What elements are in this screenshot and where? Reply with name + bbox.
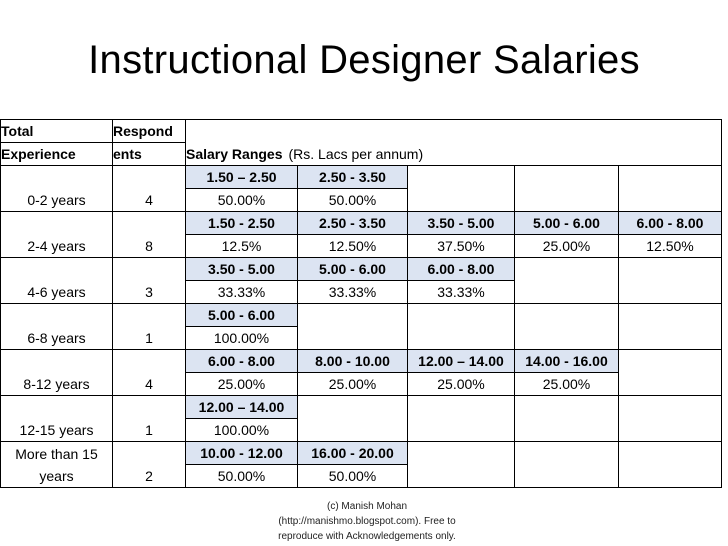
respondents-cell: 4 <box>113 350 186 396</box>
empty-cell <box>515 327 619 350</box>
empty-cell <box>619 442 722 465</box>
salary-range-cell: 2.50 - 3.50 <box>298 212 408 235</box>
empty-cell <box>515 419 619 442</box>
percent-cell: 50.00% <box>298 465 408 488</box>
empty-cell <box>408 189 515 212</box>
empty-cell <box>619 465 722 488</box>
salary-ranges-label: Salary Ranges <box>186 145 283 162</box>
experience-label-line-2: years <box>39 467 74 484</box>
respondents-cell: 2 <box>113 442 186 488</box>
experience-cell <box>1 442 113 488</box>
table-row <box>1 166 722 189</box>
salary-table <box>0 119 722 488</box>
salary-range-cell: 1.50 - 2.50 <box>186 212 298 235</box>
percent-cell: 25.00% <box>515 373 619 396</box>
empty-cell <box>515 396 619 419</box>
percent-cell: 25.00% <box>408 373 515 396</box>
empty-cell <box>408 327 515 350</box>
respondents-cell: 1 <box>113 396 186 442</box>
respondents-cell: 4 <box>113 166 186 212</box>
empty-cell <box>515 166 619 189</box>
salary-range-cell: 12.00 – 14.00 <box>186 396 298 419</box>
empty-cell <box>619 189 722 212</box>
salary-range-cell: 6.00 - 8.00 <box>408 258 515 281</box>
empty-cell <box>515 189 619 212</box>
salary-range-cell: 5.00 - 6.00 <box>298 258 408 281</box>
experience-label-line-1: More than 15 <box>15 445 98 462</box>
experience-cell: 4-6 years <box>1 258 113 304</box>
empty-cell <box>619 419 722 442</box>
salary-range-cell: 6.00 - 8.00 <box>186 350 298 373</box>
copyright-footer <box>258 499 476 544</box>
table-row <box>1 258 722 281</box>
percent-cell: 25.00% <box>515 235 619 258</box>
salary-range-cell: 12.00 – 14.00 <box>408 350 515 373</box>
salary-range-cell: 3.50 - 5.00 <box>408 212 515 235</box>
salary-range-cell: 3.50 - 5.00 <box>186 258 298 281</box>
table-row <box>1 212 722 235</box>
table-row <box>1 350 722 373</box>
header-salary-ranges <box>186 143 722 166</box>
experience-cell: 6-8 years <box>1 304 113 350</box>
empty-cell <box>408 465 515 488</box>
empty-cell <box>515 258 619 281</box>
empty-cell <box>298 419 408 442</box>
respondents-cell: 1 <box>113 304 186 350</box>
empty-cell <box>408 442 515 465</box>
experience-cell: 2-4 years <box>1 212 113 258</box>
percent-cell: 12.50% <box>298 235 408 258</box>
header-row-2 <box>1 143 722 166</box>
table-row <box>1 396 722 419</box>
header-total-experience-2: Experience <box>1 143 113 166</box>
salary-range-cell: 2.50 - 3.50 <box>298 166 408 189</box>
empty-cell <box>619 327 722 350</box>
empty-cell <box>619 350 722 373</box>
experience-cell: 12-15 years <box>1 396 113 442</box>
percent-cell: 12.50% <box>619 235 722 258</box>
empty-cell <box>619 396 722 419</box>
percent-cell: 33.33% <box>186 281 298 304</box>
percent-cell: 37.50% <box>408 235 515 258</box>
header-row-1 <box>1 120 722 143</box>
empty-cell <box>408 419 515 442</box>
footer-line-3: reproduce with Acknowledgements only. <box>278 531 456 542</box>
header-respondents-2: ents <box>113 143 186 166</box>
salary-range-cell: 8.00 - 10.00 <box>298 350 408 373</box>
empty-cell <box>619 281 722 304</box>
salary-range-cell: 6.00 - 8.00 <box>619 212 722 235</box>
empty-cell <box>619 373 722 396</box>
header-total-experience: Total <box>1 120 113 143</box>
empty-cell <box>619 304 722 327</box>
respondents-cell: 8 <box>113 212 186 258</box>
percent-cell: 33.33% <box>408 281 515 304</box>
table-body <box>1 166 722 488</box>
salary-range-cell: 16.00 - 20.00 <box>298 442 408 465</box>
percent-cell: 100.00% <box>186 327 298 350</box>
percent-cell: 100.00% <box>186 419 298 442</box>
empty-cell <box>408 304 515 327</box>
empty-cell <box>515 442 619 465</box>
header-respondents: Respond <box>113 120 186 143</box>
empty-cell <box>298 304 408 327</box>
salary-range-cell: 5.00 - 6.00 <box>515 212 619 235</box>
salary-range-cell: 1.50 – 2.50 <box>186 166 298 189</box>
table-row <box>1 442 722 465</box>
page-title: Instructional Designer Salaries <box>88 38 640 82</box>
footer-line-1: (c) Manish Mohan <box>326 501 408 512</box>
empty-cell <box>298 327 408 350</box>
unit-label: (Rs. Lacs per annum) <box>288 145 424 162</box>
empty-cell <box>619 258 722 281</box>
percent-cell: 50.00% <box>298 189 408 212</box>
empty-cell <box>408 396 515 419</box>
empty-cell <box>619 166 722 189</box>
salary-range-cell: 14.00 - 16.00 <box>515 350 619 373</box>
table-row <box>1 304 722 327</box>
empty-cell <box>515 281 619 304</box>
percent-cell: 25.00% <box>186 373 298 396</box>
empty-cell <box>515 465 619 488</box>
salary-range-cell: 5.00 - 6.00 <box>186 304 298 327</box>
experience-cell: 0-2 years <box>1 166 113 212</box>
experience-cell: 8-12 years <box>1 350 113 396</box>
header-blank <box>186 120 722 143</box>
salary-range-cell: 10.00 - 12.00 <box>186 442 298 465</box>
empty-cell <box>298 396 408 419</box>
percent-cell: 50.00% <box>186 189 298 212</box>
percent-cell: 33.33% <box>298 281 408 304</box>
footer-line-2: (http://manishmo.blogspot.com). Free to <box>278 516 456 527</box>
empty-cell <box>515 304 619 327</box>
respondents-cell: 3 <box>113 258 186 304</box>
percent-cell: 25.00% <box>298 373 408 396</box>
percent-cell: 12.5% <box>186 235 298 258</box>
percent-cell: 50.00% <box>186 465 298 488</box>
empty-cell <box>408 166 515 189</box>
